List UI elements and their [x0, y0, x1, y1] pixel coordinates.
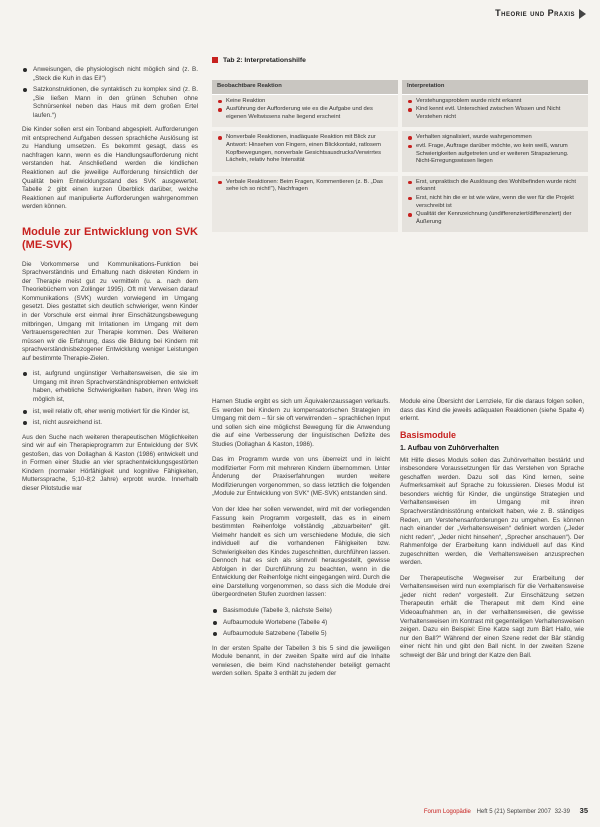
list-item: Anweisungen, die physiologisch nicht möglich sind (z. B. „Steck die Kuh in das Ei!“): [22, 66, 198, 83]
issue-info: Heft 5 (21) September 2007: [476, 809, 551, 815]
bullet-icon: [218, 100, 222, 104]
page-number: 35: [579, 806, 588, 815]
column-header: Interpretation: [400, 80, 588, 94]
left-column: [22, 66, 198, 500]
paragraph: Harnen Studie ergibt es sich um Äquivalenzaussagen verkaufs. Es werden bei Kindern zu kompensatorischen Strategien im Umgang mit dem – für sie oft verwirrenden – sprachlichen Input und sollen sich eine möglichst Bewegung für die Anwendung die auf eine Verbesserung der linguistischen Defizite des Studies (Dollaghan & Kaston, 1986).: [212, 398, 390, 448]
bullet-icon: [408, 108, 412, 112]
bullet-icon: [213, 632, 217, 636]
table-row: [212, 174, 588, 235]
subsection-heading: 1. Aufbau von Zuhörverhalten: [400, 445, 499, 453]
bullet-icon: [408, 213, 412, 217]
bullet-icon: [23, 372, 27, 376]
bullet-icon: [408, 145, 412, 149]
bullet-icon: [23, 68, 27, 72]
paragraph: Die Vorkommerse und Kommunikations-Funktion bei Sprachverständnis und Erhaltung nach diskreten Kindern in der Therapie meist gut zu vermitteln (u. a. nach dem Theoriebüchern von Zollinger 1995). Oft mit Verweisen darauf Kommunikations (SVK) wurden vorwiegend im Umgang gesetzt. Dies gestattet sich deutlich schwieriger, wenn Kinder in der Vorschule erst einmal ihrer Einschätzungsbewegung mitbringen, Umgang mit Irritationen im Umgang mit dem Vertrauensgerechten zur Therapie kommen. Des Weiteren müssen wir die Erfahrung, dass die Bildung bei Kindern mit sprachverständnisbezogener Entwicklung weniger Leistungen auf bestimmte Therapie-Zielen.: [22, 260, 198, 362]
list-item: ist, nicht ausreichend ist.: [22, 419, 198, 428]
left-top-bullets: [22, 66, 198, 120]
module-list: [212, 607, 390, 639]
page-range: 32-39: [554, 809, 570, 815]
paragraph: Mit Hilfe dieses Moduls sollen das Zuhörverhalten bestärkt und insbesondere Voraussetzungen für das Verstehen von Sprache geschaffen werden. Dazu soll das Kind lernen, seine Aufmerksamkeit auf Sprache zu fokussieren. Dieses Modul ist besonders wichtig für Kinder, die ungünstige Strategien und Verhaltensweisen im Umgang mit ihren Sprachverständnisstörung entwickelt haben, wie z. B. ständiges Reden, um Verstehensanforderungen zu umgehen. Es können nach einander der „Verhaltensweisen“ definiert worden („Jeder nicht reden“, „Jeder nicht hinsehen“, „Sprecher anschauen“). Der Rahmenfolge der Erarbeitung kann individuell auf das Kind zugeschnitten werden, die Verhaltensweisen anzusprechen werden.: [400, 456, 584, 567]
interpretation-table: [212, 80, 588, 236]
list-item: Aufbaumodule Wortebene (Tabelle 4): [212, 619, 390, 628]
right-column: [400, 398, 584, 667]
table-title: Tab 2: Interpretationshilfe: [212, 57, 306, 64]
table-cell: Nonverbale Reaktionen, inadäquate Reaktion mit Blick zur Antwort: Hinsehen von Fingern, einen Blickkontakt, ratlosem Kopfbewegungen, nonverbale Gesichtsausdrucks/Verwirrtes Lächeln, relativ hohe Intensität: [212, 129, 400, 173]
bullet-icon: [213, 621, 217, 625]
left-mid-bullets: [22, 370, 198, 427]
list-item: Aufbaumodule Satzebene (Tabelle 5): [212, 630, 390, 639]
paragraph: Aus den Suche nach weiteren therapeutischen Möglichkeiten sind wir auf ein Therapieprogramm zur Entwicklung der SVK gestoßen, das von Dollaghan & Kaston (1986) entwickelt und in Formen einer Studie an vier sprachentwicklungsgestörten Kindern (normaler Hörfähigkeit und kognitive Fähigkeiten, Mutterssprache, 5;10-8;2 Jahre) erprobt wurde. Innerhalb dieser Pilotstudie war: [22, 433, 198, 492]
square-marker-icon: [212, 57, 218, 63]
page-footer: [424, 806, 588, 815]
bullet-icon: [23, 421, 27, 425]
table-row: [212, 94, 588, 129]
bullet-icon: [218, 181, 222, 185]
list-item: ist, aufgrund ungünstiger Verhaltensweisen, die sie im Umgang mit ihren Sprachverständnisproblemen entwickelt haben, erhebliche Schwierigkeiten haben, ihren Weg ins möglich ist,: [22, 370, 198, 404]
bullet-icon: [408, 181, 412, 185]
table-cell: Verhalten signalisiert, wurde wahrgenommen evtl. Frage, Auftrage darüber möchte, wo kein weiß, warum Schwierigkeiten aufgetreten und er weiteren Strapazierung. Nicht-Erregungswissen liegen: [400, 129, 588, 173]
bullet-icon: [408, 100, 412, 104]
arrow-right-icon: [579, 9, 586, 19]
table-cell: Verbale Reaktionen: Beim Fragen, Kommentieren (z. B. „Das sehe ich so nicht!“), Nachfragen: [212, 174, 400, 235]
section-heading: Module zur Entwicklung von SVK (ME-SVK): [22, 225, 198, 251]
bullet-icon: [218, 136, 222, 140]
list-item: ist, weil relativ oft, eher wenig motiviert für die Kinder ist,: [22, 408, 198, 417]
paragraph: Das im Programm wurde von uns überreizt und in leicht modifizierter Form mit mehreren Kindern übernommen. Unter Änderung der Praxiserfahrungen wurden weitere Modifizierungen vorgenommen, so dass letztlich die folgenden „Module zur Entwicklung von SVK“ (ME-SVK) entstanden sind.: [212, 456, 390, 498]
bullet-icon: [213, 609, 217, 613]
bullet-icon: [23, 88, 27, 92]
journal-name: Forum Logopädie: [423, 809, 471, 815]
table-cell: Keine Reaktion Ausführung der Aufforderung wie es die Aufgabe und des eigenen Weltwissens nahe liegend erscheint: [212, 94, 400, 129]
bullet-icon: [408, 197, 412, 201]
table-cell: Erst, unpraktisch die Auslösung des Wohlbefinden wurde nicht erkannt Erst, nicht hin die er ist wie wäre, wenn die wer für die Projekt verschreibt ist Qualität der Kennzeichnung (undifferenziert/differenziert) der Äußerung: [400, 174, 588, 235]
table-cell: Verstehungsproblem wurde nicht erkannt Kind kennt evtl. Unterschied zwischen Wissen und Nicht Verstehen nicht: [400, 94, 588, 129]
bullet-icon: [408, 136, 412, 140]
table-header-row: [212, 80, 588, 94]
paragraph: Die Kinder sollen erst ein Tonband abgespielt. Aufforderungen mit entsprechend Aufgaben dessen sprachliche Auslösung ist zu Handlung umsetzen. Es bekommt gesagt, dass es nachfragen kann, wenn es die Handlungsaufforderung nicht verstanden hat. Anschließend werden die kindlichen Reaktionen auf die jeweilige Aufforderung hinsichtlich der Qualität beim Entwicklungsstand des SVK ausgewertet. Tabelle 2 gibt einen kurzen Überblick darüber, welche Reaktionen auf manipulierte Aufforderungen wahrgenommen werden können.: [22, 126, 198, 211]
list-item: Satzkonstruktionen, die syntaktisch zu komplex sind (z. B. „Sie ließen Mann in den grünen Schuhen ohne Schnürsenkel neben das Haus mit dem großen Ertel laufen.“): [22, 86, 198, 120]
list-item: Basismodule (Tabelle 3, nächste Seite): [212, 607, 390, 616]
paragraph: Module eine Übersicht der Lernziele, für die daraus folgen sollen, dass das Kind die jeweils adäquaten Reaktionen (siehe Spalte 4) erlernt.: [400, 398, 584, 423]
paragraph: Der Therapeutische Wegweiser zur Erarbeitung der Verhaltensweisen wird nun exemplarisch für die Verhaltensweise „jeder nicht reden“ vorgestellt. Zur Einschätzung setzen Therapeutin erhält die Therapeut mit dem Kind eine Videoaufnahmen an, in der verhaltensweisen, die gewisse Verhaltensweisen im Kontrast mit gegenteiligen Verhaltensweisen zeigen. Dazu ein Beispiel: Eine Katze sagt zum Bärt Hallo, wie nur den Ball?“ Während der einen Szene redet der Bär ständig einer nicht hin und gibt den Ball nicht. In der zweiten Szene schweigt der Bär und bringt der Katze den Ball.: [400, 574, 584, 659]
bullet-icon: [23, 410, 27, 414]
section-heading: Basismodule: [400, 429, 457, 440]
table-row: [212, 129, 588, 173]
section-header-label: Theorie und Praxis: [495, 8, 575, 18]
middle-column: [212, 398, 390, 686]
paragraph: In der ersten Spalte der Tabellen 3 bis 5 sind die jeweiligen Module benannt, in der zweiten Spalte wird auf die Inhalte verwiesen, die beim Kind nachstehender beteiligt gemacht werden sollen. Spalte 3 enthält zu jedem der: [212, 644, 390, 678]
paragraph: Von der Idee her sollen verwendet, wird mit der vorliegenden Fassung kein Programm vorgestellt, das es in einem bestimmten Reihenfolge vollständig „abzuarbeiten“ gilt. Vielmehr handelt es sich um verschiedene Module, die sich individuell auf die vorhandenen Fähigkeiten bzw. Schwierigkeiten des Kindes zugeschnitten, durchführen lassen. Dennoch hat es sich als sinnvoll herausgestellt, gewisse Abfolgen in der Durchführung zu beachten, wenn in die Entwicklung der Reihenfolge nicht eingegangen wird. Durch die eine Darstellung vorgenommen, so dass sich die Module drei übergeordneten Stufen zuordnen lassen:: [212, 506, 390, 599]
bullet-icon: [218, 108, 222, 112]
section-header: [495, 8, 586, 19]
column-header: Beobachtbare Reaktion: [212, 80, 400, 94]
